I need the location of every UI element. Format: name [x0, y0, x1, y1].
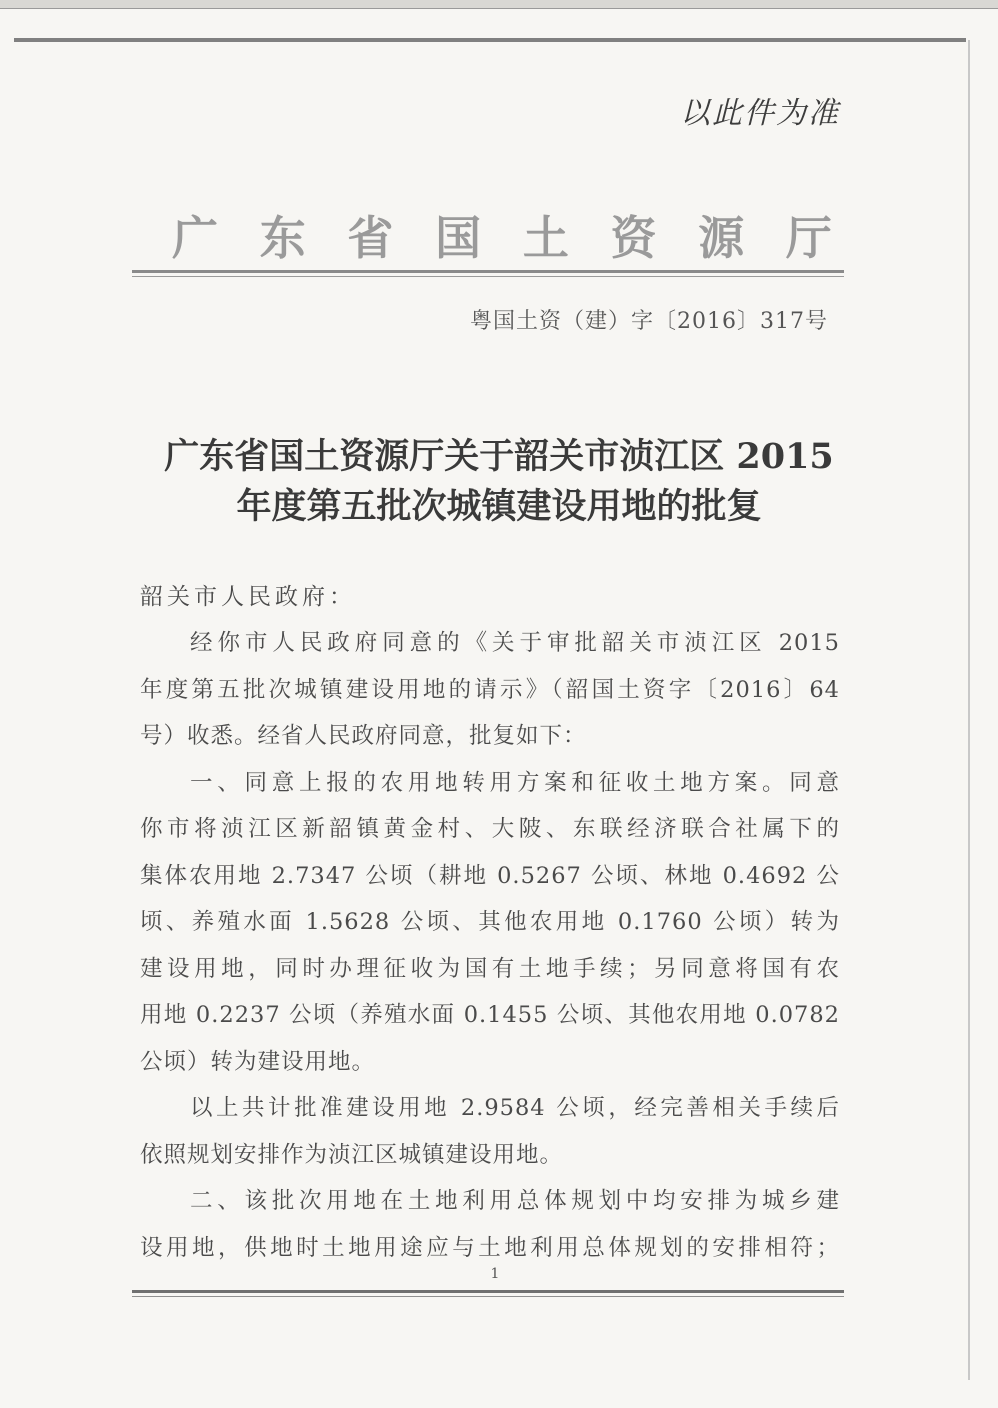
- body-line: 建设用地，同时办理征收为国有土地手续；另同意将国有农: [140, 955, 840, 982]
- title-line: 年度第五批次城镇建设用地的批复: [236, 486, 762, 527]
- issuer-char: 国: [435, 211, 482, 265]
- body-line: 号）收悉。经省人民政府同意，批复如下：: [140, 723, 587, 749]
- footer-rule-thin: [132, 1296, 844, 1297]
- body-line: 顷、养殖水面 1.5628 公顷、其他农用地 0.1760 公顷）转为: [140, 909, 840, 935]
- issuer-char: 厅: [785, 211, 832, 265]
- handwritten-note: 以此件为准: [680, 96, 840, 131]
- issuer-char: 资: [610, 211, 657, 265]
- issuer-char: 省: [347, 211, 394, 265]
- issuer-char: 源: [698, 211, 745, 265]
- salutation: 韶关市人民政府：: [140, 584, 356, 610]
- body-line: 依照规划安排作为浈江区城镇建设用地。: [140, 1141, 564, 1168]
- header-rule-thin: [132, 276, 844, 277]
- footer-rule: [132, 1290, 844, 1293]
- issuer-char: 东: [259, 211, 306, 265]
- top-rule: [14, 38, 966, 42]
- page-number: 1: [490, 1266, 500, 1282]
- body-line: 公顷）转为建设用地。: [140, 1048, 376, 1075]
- body-line: 以上共计批准建设用地 2.9584 公顷，经完善相关手续后: [190, 1095, 840, 1121]
- scan-top-edge: [0, 0, 998, 9]
- body-line: 二、该批次用地在土地利用总体规划中均安排为城乡建: [190, 1188, 840, 1214]
- header-rule: [132, 270, 844, 273]
- issuer-char: 广: [172, 211, 218, 265]
- body-line: 年度第五批次城镇建设用地的请示》（韶国土资字〔2016〕64: [140, 676, 840, 703]
- body-line: 一、同意上报的农用地转用方案和征收土地方案。同意: [190, 769, 840, 796]
- scan-shadow: [968, 40, 970, 1380]
- body-line: 经你市人民政府同意的《关于审批韶关市浈江区 2015: [190, 630, 840, 656]
- body-line: 你市将浈江区新韶镇黄金村、大陂、东联经济联合社属下的: [140, 816, 840, 842]
- body-line: 集体农用地 2.7347 公顷（耕地 0.5267 公顷、林地 0.4692 公: [140, 862, 840, 889]
- issuer-header: [172, 200, 832, 270]
- issuer-char: 土: [522, 211, 569, 265]
- body-line: 用地 0.2237 公顷（养殖水面 0.1455 公顷、其他农用地 0.0782: [140, 1002, 840, 1028]
- document-number: 粤国土资（建）字〔2016〕317号: [470, 309, 828, 334]
- document-title: [100, 432, 898, 532]
- body-text: [140, 620, 840, 1271]
- body-line: 设用地，供地时土地用途应与土地利用总体规划的安排相符；: [140, 1234, 840, 1261]
- title-line: 广东省国土资源厅关于韶关市浈江区 2015: [164, 436, 834, 477]
